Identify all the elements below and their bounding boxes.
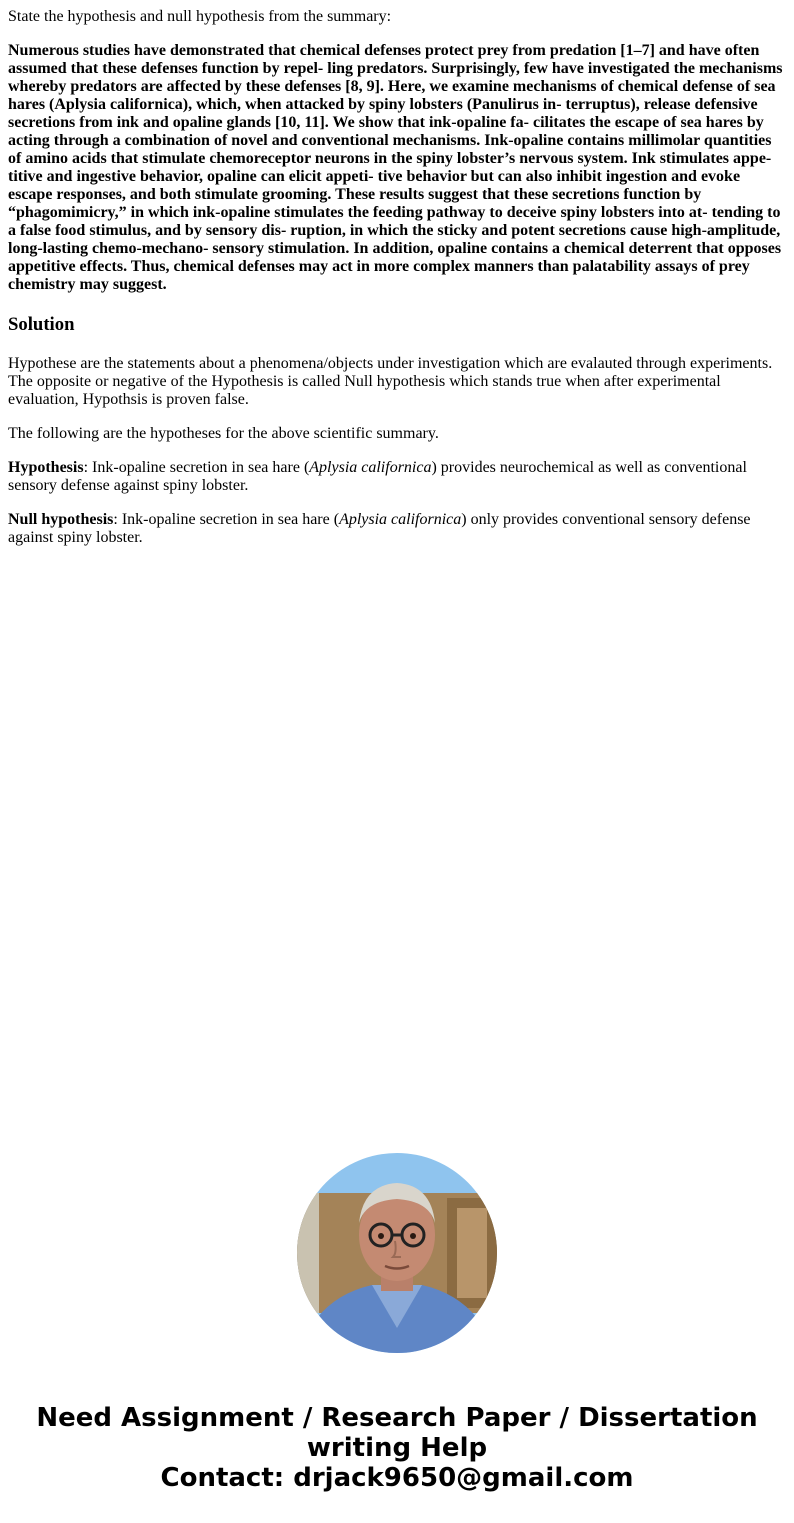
- hypothesis-species: Aplysia californica: [309, 459, 432, 476]
- null-hypothesis-text-end: ) only provides conventional sensory defense against spiny lobster.: [8, 511, 751, 546]
- null-hypothesis-text-start: Ink-opaline secretion in sea hare (: [121, 511, 340, 528]
- person-portrait-icon: [297, 1153, 497, 1353]
- avatar: [297, 1153, 497, 1353]
- document-body: [8, 0, 786, 547]
- banner-line-2: writing Help: [306, 1433, 488, 1463]
- contact-email: Contact: drjack9650@gmail.com: [160, 1463, 634, 1493]
- solution-heading: Solution: [8, 314, 75, 335]
- hypotheses-intro: The following are the hypotheses for the above scientific summary.: [8, 425, 439, 442]
- hypothesis-text-end: ) provides neurochemical as well as conventional sensory defense against spiny lobster.: [8, 459, 747, 494]
- banner-line-1: Need Assignment / Research Paper / Dissertation: [36, 1403, 758, 1433]
- hypothesis-text-start: Ink-opaline secretion in sea hare (: [92, 459, 310, 476]
- hypothesis-separator: :: [83, 459, 93, 476]
- scientific-summary: Numerous studies have demonstrated that chemical defenses protect prey from predation [1–7] and have often assumed that these defenses function by repel- ling predators. Surprisingly, few have investigated the mechanisms whereby predators are affected by these defenses [8, 9]. Here, we examine mechanisms of chemical defense of sea hares (Aplysia californica), which, when attacked by spiny lobsters (Panulirus in- terruptus), release defensive secretions from ink and opaline glands [10, 11]. We show that ink-opaline fa- cilitates the escape of sea hares by acting through a combination of novel and conventional mechanisms. Ink-opaline contains millimolar quantities of amino acids that stimulate chemoreceptor neurons in the spiny lobster’s nervous system. Ink stimulates appe- titive and ingestive behavior, opaline can elicit appeti- tive behavior but can also inhibit ingestion and evoke escape responses, and both stimulate grooming. These results suggest that these secretions function by “phagomimicry,” in which ink-opaline stimulates the feeding pathway to deceive spiny lobsters into at- tending to a false food stimulus, and by sensory dis- ruption, in which the sticky and potent secretions cause high-amplitude, long-lasting chemo-mechano- sensory stimulation. In addition, opaline contains a chemical deterrent that opposes appetitive effects. Thus, chemical defenses may act in more complex manners than palatability assays of prey chemistry may suggest.: [8, 42, 783, 293]
- null-hypothesis-species: Aplysia californica: [339, 511, 462, 528]
- hypothesis-statement: [8, 459, 786, 495]
- hypothesis-definition: Hypothese are the statements about a phenomena/objects under investigation which are evalauted through experiments. The opposite or negative of the Hypothesis is called Null hypothesis which stands true when after experimental evaluation, Hypothsis is proven false.: [8, 355, 773, 408]
- null-hypothesis-label: Null hypothesis: [8, 511, 114, 528]
- hypothesis-label: Hypothesis: [8, 459, 84, 476]
- help-contact-banner: [0, 1403, 794, 1493]
- question-text: State the hypothesis and null hypothesis from the summary:: [8, 8, 392, 25]
- null-hypothesis-separator: :: [113, 511, 122, 528]
- null-hypothesis-statement: [8, 511, 786, 547]
